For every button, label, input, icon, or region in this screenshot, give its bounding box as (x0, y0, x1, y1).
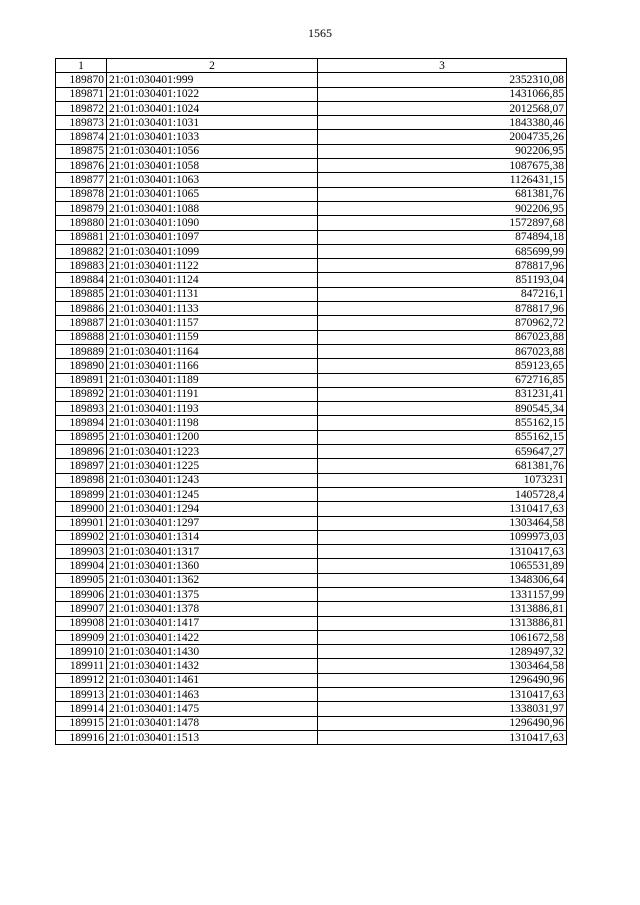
cadastral-number-cell: 21:01:030401:1159 (107, 330, 318, 344)
row-number-cell: 189885 (56, 287, 107, 301)
table-row (56, 230, 567, 244)
cadastral-number-cell: 21:01:030401:1245 (107, 487, 318, 501)
cadastral-value-cell: 831231,41 (318, 387, 567, 401)
table-row (56, 616, 567, 630)
row-number-cell: 189871 (56, 87, 107, 101)
cadastral-number-cell: 21:01:030401:1294 (107, 502, 318, 516)
row-number-cell: 189893 (56, 402, 107, 416)
table-row (56, 101, 567, 115)
cadastral-value-cell: 685699,99 (318, 244, 567, 258)
row-number-cell: 189880 (56, 216, 107, 230)
cadastral-number-cell: 21:01:030401:1063 (107, 173, 318, 187)
cadastral-value-cell: 1431066,85 (318, 87, 567, 101)
table-row (56, 330, 567, 344)
cadastral-number-cell: 21:01:030401:1362 (107, 573, 318, 587)
table-row (56, 702, 567, 716)
cadastral-value-cell: 681381,76 (318, 187, 567, 201)
cadastral-value-cell: 874894,18 (318, 230, 567, 244)
row-number-cell: 189906 (56, 587, 107, 601)
cadastral-number-cell: 21:01:030401:1297 (107, 516, 318, 530)
cadastral-value-cell: 1348306,64 (318, 573, 567, 587)
cadastral-number-cell: 21:01:030401:1022 (107, 87, 318, 101)
cadastral-value-cell: 1099973,03 (318, 530, 567, 544)
cadastral-number-cell: 21:01:030401:1056 (107, 144, 318, 158)
row-number-cell: 189913 (56, 688, 107, 702)
cadastral-number-cell: 21:01:030401:1432 (107, 659, 318, 673)
cadastral-value-cell: 1313886,81 (318, 602, 567, 616)
cadastral-value-cell: 1065531,89 (318, 559, 567, 573)
row-number-cell: 189909 (56, 630, 107, 644)
row-number-cell: 189884 (56, 273, 107, 287)
cadastral-number-cell: 21:01:030401:1193 (107, 402, 318, 416)
row-number-cell: 189908 (56, 616, 107, 630)
cadastral-number-cell: 21:01:030401:1124 (107, 273, 318, 287)
cadastral-value-cell: 2004735,26 (318, 130, 567, 144)
row-number-cell: 189895 (56, 430, 107, 444)
cadastral-value-cell: 890545,34 (318, 402, 567, 416)
cadastral-number-cell: 21:01:030401:1360 (107, 559, 318, 573)
table-row (56, 416, 567, 430)
table-row (56, 730, 567, 744)
row-number-cell: 189911 (56, 659, 107, 673)
cadastral-value-cell: 1331157,99 (318, 587, 567, 601)
table-row (56, 459, 567, 473)
cadastral-number-cell: 21:01:030401:1090 (107, 216, 318, 230)
cadastral-value-cell: 878817,96 (318, 259, 567, 273)
cadastral-number-cell: 21:01:030401:1058 (107, 159, 318, 173)
row-number-cell: 189907 (56, 602, 107, 616)
row-number-cell: 189915 (56, 716, 107, 730)
row-number-cell: 189882 (56, 244, 107, 258)
table-row (56, 559, 567, 573)
row-number-cell: 189904 (56, 559, 107, 573)
cadastral-value-cell: 1843380,46 (318, 116, 567, 130)
row-number-cell: 189905 (56, 573, 107, 587)
cadastral-number-cell: 21:01:030401:1225 (107, 459, 318, 473)
table-body (56, 73, 567, 745)
table-row (56, 688, 567, 702)
cadastral-value-cell: 867023,88 (318, 344, 567, 358)
table-row (56, 216, 567, 230)
cadastral-number-cell: 21:01:030401:1461 (107, 673, 318, 687)
row-number-cell: 189902 (56, 530, 107, 544)
table-row (56, 87, 567, 101)
cadastral-value-cell: 672716,85 (318, 373, 567, 387)
table-row (56, 387, 567, 401)
cadastral-value-cell: 1087675,38 (318, 159, 567, 173)
cadastral-number-cell: 21:01:030401:1191 (107, 387, 318, 401)
cadastral-value-cell: 1061672,58 (318, 630, 567, 644)
cadastral-number-cell: 21:01:030401:1430 (107, 645, 318, 659)
cadastral-value-cell: 681381,76 (318, 459, 567, 473)
cadastral-value-cell: 2012568,07 (318, 101, 567, 115)
table-row (56, 173, 567, 187)
row-number-cell: 189901 (56, 516, 107, 530)
cadastral-number-cell: 21:01:030401:1189 (107, 373, 318, 387)
row-number-cell: 189894 (56, 416, 107, 430)
cadastral-value-cell: 1405728,4 (318, 487, 567, 501)
cadastral-value-cell: 902206,95 (318, 201, 567, 215)
row-number-cell: 189890 (56, 359, 107, 373)
table-row (56, 645, 567, 659)
cadastral-number-cell: 21:01:030401:1198 (107, 416, 318, 430)
cadastral-number-cell: 21:01:030401:1131 (107, 287, 318, 301)
cadastral-number-cell: 21:01:030401:1166 (107, 359, 318, 373)
table-row (56, 573, 567, 587)
cadastral-value-cell: 1296490,96 (318, 673, 567, 687)
cadastral-value-cell: 1313886,81 (318, 616, 567, 630)
cadastral-value-cell: 1338031,97 (318, 702, 567, 716)
cadastral-number-cell: 21:01:030401:1223 (107, 445, 318, 459)
cadastral-number-cell: 21:01:030401:1463 (107, 688, 318, 702)
row-number-cell: 189916 (56, 730, 107, 744)
cadastral-value-cell: 659647,27 (318, 445, 567, 459)
cadastral-number-cell: 21:01:030401:1475 (107, 702, 318, 716)
row-number-cell: 189874 (56, 130, 107, 144)
row-number-cell: 189877 (56, 173, 107, 187)
cadastral-number-cell: 21:01:030401:1200 (107, 430, 318, 444)
table-row (56, 502, 567, 516)
table-row (56, 602, 567, 616)
column-header-3: 3 (318, 59, 567, 73)
cadastral-number-cell: 21:01:030401:1317 (107, 545, 318, 559)
table-row (56, 445, 567, 459)
row-number-cell: 189892 (56, 387, 107, 401)
cadastral-value-cell: 867023,88 (318, 330, 567, 344)
table-row (56, 516, 567, 530)
cadastral-number-cell: 21:01:030401:1314 (107, 530, 318, 544)
page-number: 1565 (308, 26, 332, 40)
table-row (56, 359, 567, 373)
cadastral-number-cell: 21:01:030401:1088 (107, 201, 318, 215)
table-row (56, 487, 567, 501)
row-number-cell: 189879 (56, 201, 107, 215)
table-row (56, 130, 567, 144)
cadastral-value-cell: 1310417,63 (318, 730, 567, 744)
cadastral-value-cell: 859123,65 (318, 359, 567, 373)
table-row (56, 373, 567, 387)
row-number-cell: 189910 (56, 645, 107, 659)
table-row (56, 402, 567, 416)
table-row (56, 116, 567, 130)
cadastral-value-cell: 1310417,63 (318, 688, 567, 702)
cadastral-value-cell: 1310417,63 (318, 502, 567, 516)
row-number-cell: 189876 (56, 159, 107, 173)
cadastral-number-cell: 21:01:030401:1031 (107, 116, 318, 130)
row-number-cell: 189912 (56, 673, 107, 687)
cadastral-number-cell: 21:01:030401:1243 (107, 473, 318, 487)
cadastral-value-cell: 855162,15 (318, 416, 567, 430)
cadastral-value-cell: 1073231 (318, 473, 567, 487)
table-row (56, 201, 567, 215)
row-number-cell: 189873 (56, 116, 107, 130)
table-row (56, 244, 567, 258)
row-number-cell: 189881 (56, 230, 107, 244)
row-number-cell: 189891 (56, 373, 107, 387)
cadastral-number-cell: 21:01:030401:1033 (107, 130, 318, 144)
cadastral-value-cell: 1572897,68 (318, 216, 567, 230)
row-number-cell: 189870 (56, 73, 107, 87)
cadastral-number-cell: 21:01:030401:1024 (107, 101, 318, 115)
cadastral-number-cell: 21:01:030401:1157 (107, 316, 318, 330)
table-row (56, 587, 567, 601)
cadastral-value-cell: 847216,1 (318, 287, 567, 301)
row-number-cell: 189896 (56, 445, 107, 459)
cadastral-number-cell: 21:01:030401:1513 (107, 730, 318, 744)
cadastral-number-cell: 21:01:030401:1378 (107, 602, 318, 616)
row-number-cell: 189898 (56, 473, 107, 487)
cadastral-number-cell: 21:01:030401:1065 (107, 187, 318, 201)
table-row (56, 545, 567, 559)
cadastral-value-cell: 1303464,58 (318, 659, 567, 673)
cadastral-number-cell: 21:01:030401:1375 (107, 587, 318, 601)
cadastral-number-cell: 21:01:030401:1422 (107, 630, 318, 644)
cadastral-number-cell: 21:01:030401:1097 (107, 230, 318, 244)
table-row (56, 530, 567, 544)
table-row (56, 144, 567, 158)
table-row (56, 273, 567, 287)
table-row (56, 316, 567, 330)
table-row (56, 187, 567, 201)
row-number-cell: 189914 (56, 702, 107, 716)
table-row (56, 259, 567, 273)
table-header-row (56, 59, 567, 73)
cadastral-value-cell: 2352310,08 (318, 73, 567, 87)
row-number-cell: 189899 (56, 487, 107, 501)
table-row (56, 344, 567, 358)
cadastral-number-cell: 21:01:030401:1417 (107, 616, 318, 630)
table-row (56, 659, 567, 673)
row-number-cell: 189872 (56, 101, 107, 115)
table-row (56, 673, 567, 687)
table-row (56, 430, 567, 444)
row-number-cell: 189903 (56, 545, 107, 559)
cadastral-value-cell: 1296490,96 (318, 716, 567, 730)
row-number-cell: 189886 (56, 302, 107, 316)
row-number-cell: 189883 (56, 259, 107, 273)
cadastral-value-cell: 902206,95 (318, 144, 567, 158)
row-number-cell: 189878 (56, 187, 107, 201)
row-number-cell: 189889 (56, 344, 107, 358)
cadastral-value-cell: 1289497,32 (318, 645, 567, 659)
row-number-cell: 189888 (56, 330, 107, 344)
cadastral-value-cell: 870962,72 (318, 316, 567, 330)
cadastral-number-cell: 21:01:030401:1164 (107, 344, 318, 358)
table-row (56, 159, 567, 173)
cadastral-value-cell: 1310417,63 (318, 545, 567, 559)
table-row (56, 287, 567, 301)
cadastral-value-cell: 855162,15 (318, 430, 567, 444)
cadastral-value-cell: 851193,04 (318, 273, 567, 287)
cadastral-value-cell: 1303464,58 (318, 516, 567, 530)
cadastral-number-cell: 21:01:030401:1133 (107, 302, 318, 316)
table-row (56, 302, 567, 316)
row-number-cell: 189900 (56, 502, 107, 516)
cadastral-number-cell: 21:01:030401:1122 (107, 259, 318, 273)
cadastral-number-cell: 21:01:030401:999 (107, 73, 318, 87)
row-number-cell: 189875 (56, 144, 107, 158)
cadastral-value-table (55, 58, 567, 745)
cadastral-value-cell: 878817,96 (318, 302, 567, 316)
table-row (56, 716, 567, 730)
table-row (56, 630, 567, 644)
cadastral-number-cell: 21:01:030401:1099 (107, 244, 318, 258)
row-number-cell: 189887 (56, 316, 107, 330)
table-row (56, 73, 567, 87)
table-row (56, 473, 567, 487)
cadastral-value-cell: 1126431,15 (318, 173, 567, 187)
row-number-cell: 189897 (56, 459, 107, 473)
cadastral-number-cell: 21:01:030401:1478 (107, 716, 318, 730)
column-header-1: 1 (56, 59, 107, 73)
column-header-2: 2 (107, 59, 318, 73)
